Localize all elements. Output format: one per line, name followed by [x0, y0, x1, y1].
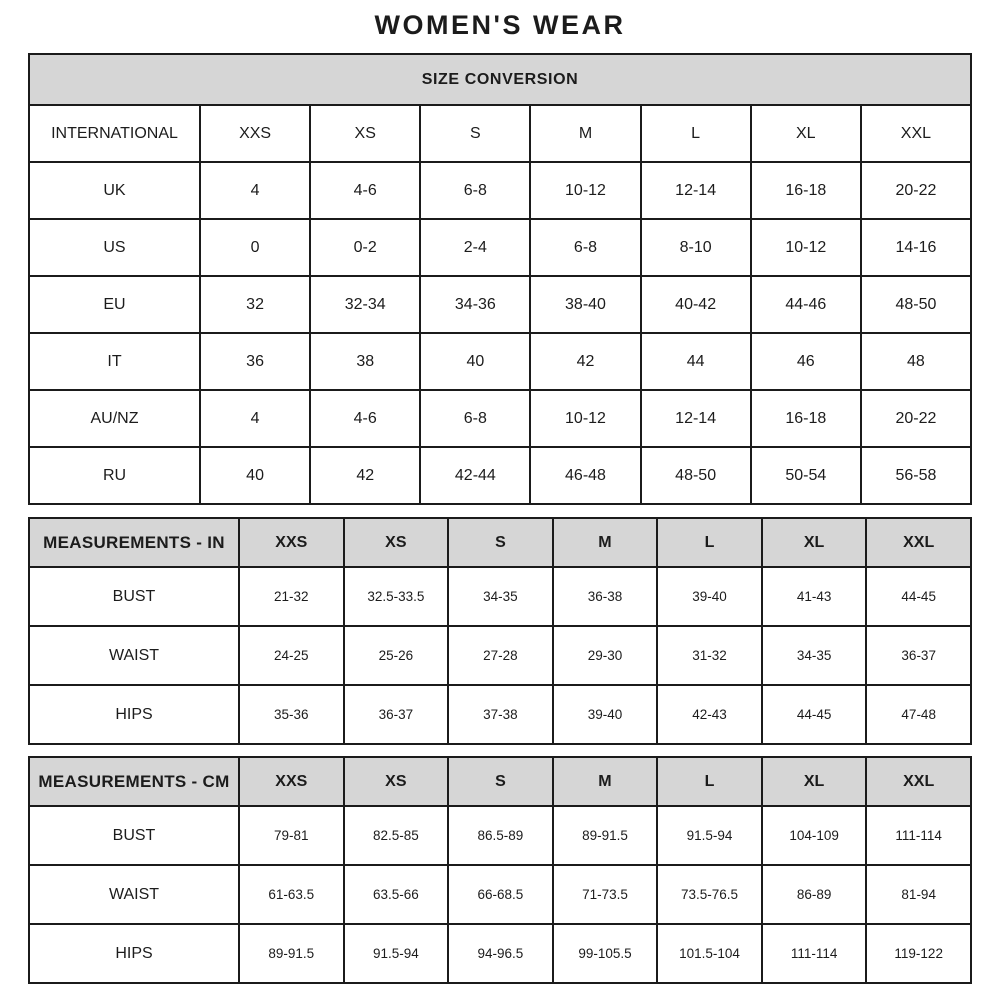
value-cell: 86-89	[762, 865, 867, 924]
value-cell: 46-48	[530, 447, 640, 504]
value-cell: 91.5-94	[344, 924, 449, 983]
column-header: M	[553, 518, 658, 567]
value-cell: 40-42	[641, 276, 751, 333]
value-cell: 89-91.5	[239, 924, 344, 983]
value-cell: 119-122	[866, 924, 971, 983]
measurements-cm-table	[28, 756, 972, 984]
row-label: EU	[29, 276, 200, 333]
value-cell: 20-22	[861, 162, 971, 219]
row-label: HIPS	[29, 924, 239, 983]
value-cell: 12-14	[641, 162, 751, 219]
column-header: S	[420, 105, 530, 162]
column-header: L	[657, 757, 762, 806]
column-header: M	[553, 757, 658, 806]
value-cell: 14-16	[861, 219, 971, 276]
value-cell: 6-8	[530, 219, 640, 276]
value-cell: 47-48	[866, 685, 971, 744]
size-columns-row	[29, 105, 971, 162]
value-cell: 8-10	[641, 219, 751, 276]
value-cell: 34-35	[762, 626, 867, 685]
size-row-eu	[29, 276, 971, 333]
value-cell: 32.5-33.5	[344, 567, 449, 626]
value-cell: 104-109	[762, 806, 867, 865]
value-cell: 32-34	[310, 276, 420, 333]
value-cell: 111-114	[762, 924, 867, 983]
value-cell: 89-91.5	[553, 806, 658, 865]
value-cell: 10-12	[530, 390, 640, 447]
value-cell: 16-18	[751, 390, 861, 447]
value-cell: 42-44	[420, 447, 530, 504]
value-cell: 61-63.5	[239, 865, 344, 924]
value-cell: 42	[530, 333, 640, 390]
value-cell: 44-46	[751, 276, 861, 333]
value-cell: 38	[310, 333, 420, 390]
measurements-in-row-hips	[29, 685, 971, 744]
row-label: WAIST	[29, 626, 239, 685]
value-cell: 0	[200, 219, 310, 276]
column-header: XS	[344, 518, 449, 567]
value-cell: 46	[751, 333, 861, 390]
column-header: XS	[344, 757, 449, 806]
value-cell: 81-94	[866, 865, 971, 924]
measurements-in-header-row	[29, 518, 971, 567]
value-cell: 21-32	[239, 567, 344, 626]
value-cell: 40	[420, 333, 530, 390]
measurements-cm-header-row	[29, 757, 971, 806]
measurements-cm-row-waist	[29, 865, 971, 924]
size-row-it	[29, 333, 971, 390]
value-cell: 101.5-104	[657, 924, 762, 983]
value-cell: 42-43	[657, 685, 762, 744]
value-cell: 36-37	[866, 626, 971, 685]
size-row-uk	[29, 162, 971, 219]
value-cell: 48-50	[641, 447, 751, 504]
value-cell: 2-4	[420, 219, 530, 276]
value-cell: 20-22	[861, 390, 971, 447]
value-cell: 4	[200, 162, 310, 219]
value-cell: 36	[200, 333, 310, 390]
column-header: M	[530, 105, 640, 162]
column-header: XXS	[239, 757, 344, 806]
value-cell: 4-6	[310, 390, 420, 447]
column-header: XS	[310, 105, 420, 162]
value-cell: 82.5-85	[344, 806, 449, 865]
value-cell: 94-96.5	[448, 924, 553, 983]
value-cell: 4-6	[310, 162, 420, 219]
value-cell: 86.5-89	[448, 806, 553, 865]
page-title: WOMEN'S WEAR	[374, 10, 626, 40]
value-cell: 56-58	[861, 447, 971, 504]
value-cell: 0-2	[310, 219, 420, 276]
row-label: UK	[29, 162, 200, 219]
value-cell: 91.5-94	[657, 806, 762, 865]
value-cell: 99-105.5	[553, 924, 658, 983]
value-cell: 4	[200, 390, 310, 447]
value-cell: 40	[200, 447, 310, 504]
value-cell: 35-36	[239, 685, 344, 744]
value-cell: 27-28	[448, 626, 553, 685]
row-label: US	[29, 219, 200, 276]
value-cell: 10-12	[530, 162, 640, 219]
value-cell: 6-8	[420, 162, 530, 219]
value-cell: 25-26	[344, 626, 449, 685]
value-cell: 31-32	[657, 626, 762, 685]
value-cell: 44-45	[762, 685, 867, 744]
measurements-in-row-bust	[29, 567, 971, 626]
measurements-in-table	[28, 517, 972, 745]
value-cell: 36-37	[344, 685, 449, 744]
value-cell: 34-35	[448, 567, 553, 626]
size-row-au-nz	[29, 390, 971, 447]
value-cell: 37-38	[448, 685, 553, 744]
measurements-cm-row-hips	[29, 924, 971, 983]
value-cell: 38-40	[530, 276, 640, 333]
value-cell: 48	[861, 333, 971, 390]
value-cell: 34-36	[420, 276, 530, 333]
value-cell: 44-45	[866, 567, 971, 626]
value-cell: 39-40	[553, 685, 658, 744]
value-cell: 66-68.5	[448, 865, 553, 924]
row-label: BUST	[29, 567, 239, 626]
value-cell: 50-54	[751, 447, 861, 504]
row-label: WAIST	[29, 865, 239, 924]
value-cell: 44	[641, 333, 751, 390]
row-label: BUST	[29, 806, 239, 865]
size-conversion-header-row	[29, 54, 971, 105]
value-cell: 48-50	[861, 276, 971, 333]
column-header: XXL	[866, 518, 971, 567]
value-cell: 16-18	[751, 162, 861, 219]
value-cell: 63.5-66	[344, 865, 449, 924]
value-cell: 41-43	[762, 567, 867, 626]
value-cell: 29-30	[553, 626, 658, 685]
column-header: XL	[762, 757, 867, 806]
measurements-cm-title: MEASUREMENTS - CM	[29, 757, 239, 806]
value-cell: 32	[200, 276, 310, 333]
column-header: L	[641, 105, 751, 162]
size-conversion-title: SIZE CONVERSION	[29, 54, 971, 105]
row-label: HIPS	[29, 685, 239, 744]
value-cell: 36-38	[553, 567, 658, 626]
measurements-cm-row-bust	[29, 806, 971, 865]
value-cell: 111-114	[866, 806, 971, 865]
value-cell: 6-8	[420, 390, 530, 447]
value-cell: 39-40	[657, 567, 762, 626]
value-cell: 42	[310, 447, 420, 504]
value-cell: 71-73.5	[553, 865, 658, 924]
value-cell: 79-81	[239, 806, 344, 865]
size-row-ru	[29, 447, 971, 504]
row-label: AU/NZ	[29, 390, 200, 447]
column-header: XXL	[861, 105, 971, 162]
column-header: XXS	[200, 105, 310, 162]
column-header: XL	[762, 518, 867, 567]
column-header: S	[448, 757, 553, 806]
column-header: S	[448, 518, 553, 567]
value-cell: 12-14	[641, 390, 751, 447]
row-label: IT	[29, 333, 200, 390]
column-header: L	[657, 518, 762, 567]
column-header: XXS	[239, 518, 344, 567]
column-header: INTERNATIONAL	[29, 105, 200, 162]
row-label: RU	[29, 447, 200, 504]
value-cell: 24-25	[239, 626, 344, 685]
size-conversion-table	[28, 53, 972, 505]
column-header: XL	[751, 105, 861, 162]
measurements-in-title: MEASUREMENTS - IN	[29, 518, 239, 567]
value-cell: 10-12	[751, 219, 861, 276]
value-cell: 73.5-76.5	[657, 865, 762, 924]
measurements-in-row-waist	[29, 626, 971, 685]
size-row-us	[29, 219, 971, 276]
column-header: XXL	[866, 757, 971, 806]
